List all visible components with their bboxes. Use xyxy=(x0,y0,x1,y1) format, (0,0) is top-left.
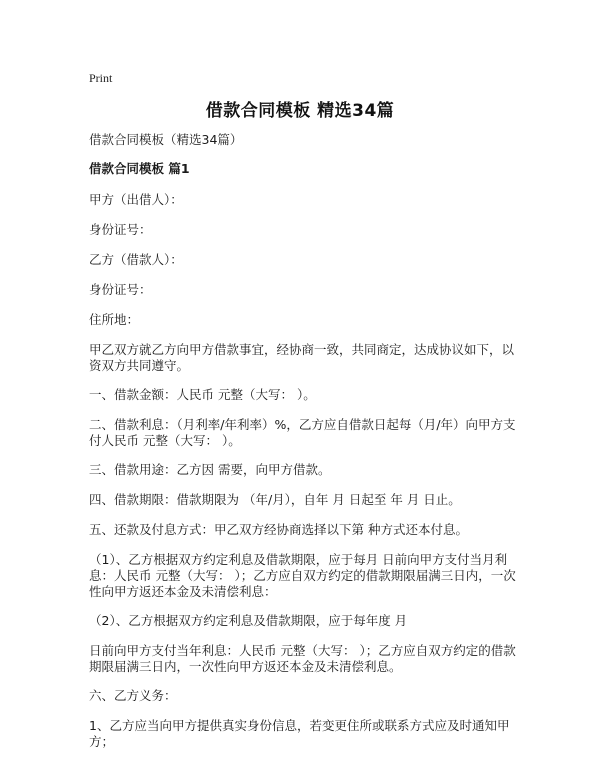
repayment-option-1: （1）、乙方根据双方约定利息及借款期限，应于每月 日前向甲方支付当月利息：人民币 元整（大写： ）；乙方应自双方约定的借款期限届满三日内，一次性向甲方返还本金及未清偿利息： xyxy=(89,552,516,599)
section-heading: 借款合同模板 篇1 xyxy=(89,161,190,176)
party-a-lender: 甲方（出借人）： xyxy=(89,192,183,207)
page-title: 借款合同模板 精选34篇 xyxy=(205,101,395,121)
agreement-intro: 甲乙双方就乙方向甲方借款事宜，经协商一致，共同商定，达成协议如下，以资双方共同遵守。 xyxy=(89,342,515,373)
obligation-1: 1、乙方应当向甲方提供真实身份信息，若变更住所或联系方式应及时通知甲方； xyxy=(89,718,510,749)
clause-loan-amount: 一、借款金额：人民币 元整（大写： ）。 xyxy=(89,387,316,402)
document-subtitle: 借款合同模板（精选34篇） xyxy=(89,132,243,147)
repayment-option-2-continued: 日前向甲方支付当年利息：人民币 元整（大写： ）；乙方应自双方约定的借款期限届满三日内，一次性向甲方返还本金及未清偿利息。 xyxy=(89,643,516,674)
repayment-option-2: （2）、乙方根据双方约定利息及借款期限，应于每年度 月 xyxy=(89,613,408,628)
clause-loan-purpose: 三、借款用途：乙方因 需要，向甲方借款。 xyxy=(89,462,331,477)
party-b-id-number: 身份证号： xyxy=(89,282,152,297)
clause-borrower-obligations: 六、乙方义务： xyxy=(89,688,177,703)
address: 住所地： xyxy=(89,312,140,327)
document-body xyxy=(89,132,519,764)
party-b-borrower: 乙方（借款人）： xyxy=(89,252,183,267)
party-a-id-number: 身份证号： xyxy=(89,222,152,237)
print-label: Print xyxy=(89,71,113,85)
clause-repayment-method: 五、还款及付息方式：甲乙双方经协商选择以下第 种方式还本付息。 xyxy=(89,522,468,537)
clause-loan-term: 四、借款期限：借款期限为 （年/月），自年 月 日起至 年 月 日止。 xyxy=(89,492,461,507)
clause-loan-interest: 二、借款利息：（月利率/年利率）%，乙方应自借款日起每（月/年）向甲方支付人民币 元整（大写： ）。 xyxy=(89,417,516,448)
